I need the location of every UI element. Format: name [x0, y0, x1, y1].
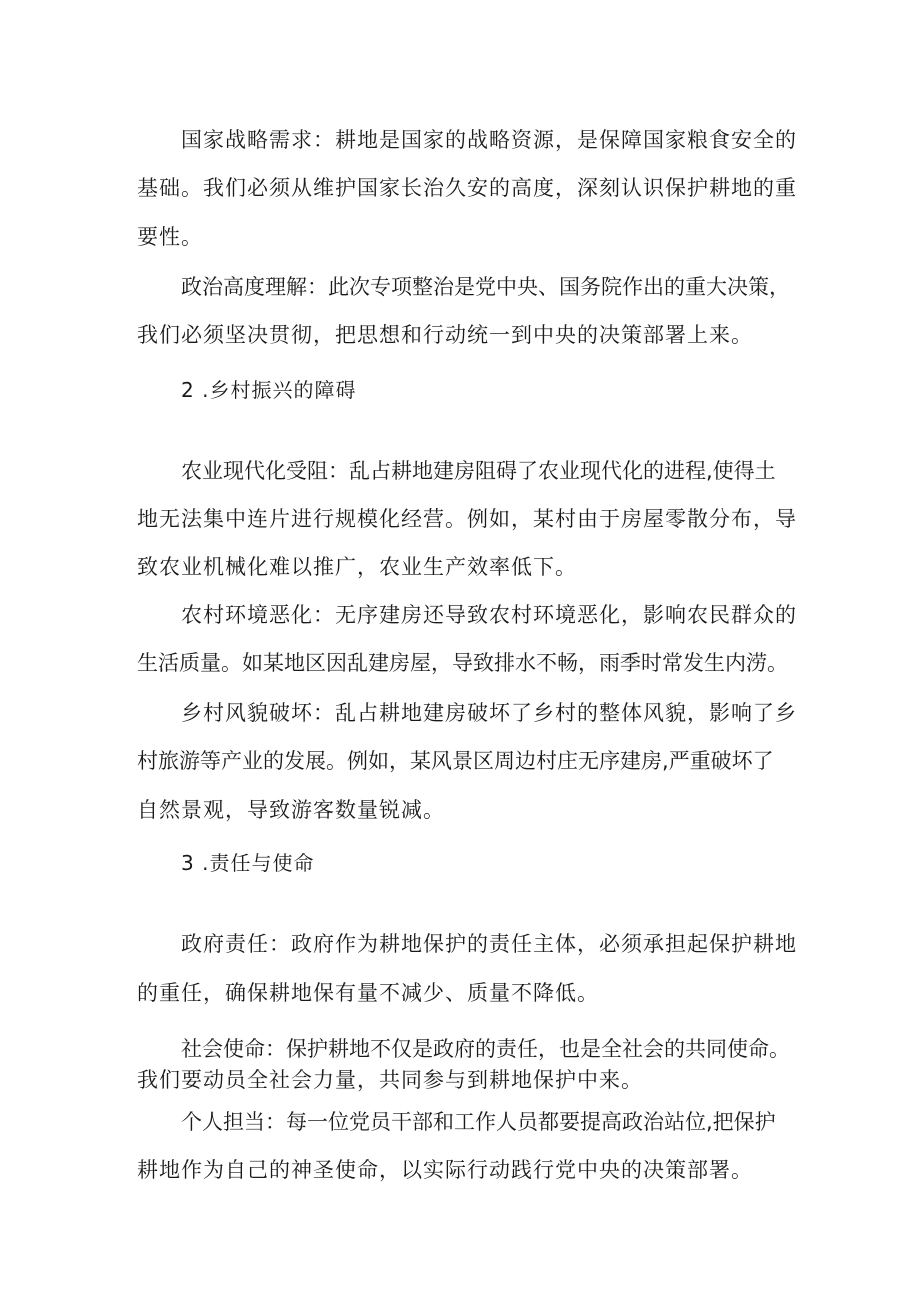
section-heading-rural-revitalization: 2 .乡村振兴的障碍: [181, 378, 357, 402]
text-line: 我们必须坚决贯彻，把思想和行动统一到中央的决策部署上来。: [137, 323, 753, 347]
text-line: 社会使命：保护耕地不仅是政府的责任，也是全社会的共同使命。: [181, 1037, 790, 1061]
text-line: 乡村风貌破坏：乱占耕地建房破坏了乡村的整体风貌，影响了乡: [181, 701, 797, 725]
text-line: 我们要动员全社会力量，共同参与到耕地保护中来。: [137, 1068, 643, 1092]
text-line: 政府责任：政府作为耕地保护的责任主体，必须承担起保护耕地: [181, 932, 797, 956]
text-line: 要性。: [137, 225, 203, 249]
section-heading-responsibility-mission: 3 .责任与使命: [181, 851, 315, 875]
text-line: 个人担当：每一位党员干部和工作人员都要提高政治站位,把保护: [181, 1110, 776, 1134]
text-line: 致农业机械化难以推广，农业生产效率低下。: [137, 555, 577, 579]
text-line: 基础。我们必须从维护国家长治久安的高度，深刻认识保护耕地的重: [137, 176, 797, 200]
text-line: 国家战略需求：耕地是国家的战略资源，是保障国家粮食安全的: [181, 128, 797, 152]
text-line: 的重任，确保耕地保有量不减少、质量不降低。: [137, 981, 599, 1005]
text-line: 耕地作为自己的神圣使命，以实际行动践行党中央的决策部署。: [137, 1158, 753, 1182]
text-line: 生活质量。如某地区因乱建房屋，导致排水不畅，雨季时常发生内涝。: [137, 651, 788, 675]
text-line: 农村环境恶化：无序建房还导致农村环境恶化，影响农民群众的: [181, 603, 797, 627]
text-line: 自然景观，导致游客数量锐减。: [137, 798, 445, 822]
text-line: 地无法集中连片进行规模化经营。例如，某村由于房屋零散分布，导: [137, 507, 797, 531]
text-line: 农业现代化受阻：乱占耕地建房阻碍了农业现代化的进程,使得土: [181, 459, 776, 483]
text-line: 政治高度理解：此次专项整治是党中央、国务院作出的重大决策，: [181, 275, 790, 299]
text-line: 村旅游等产业的发展。例如，某风景区周边村庄无序建房,严重破坏了: [137, 749, 774, 773]
